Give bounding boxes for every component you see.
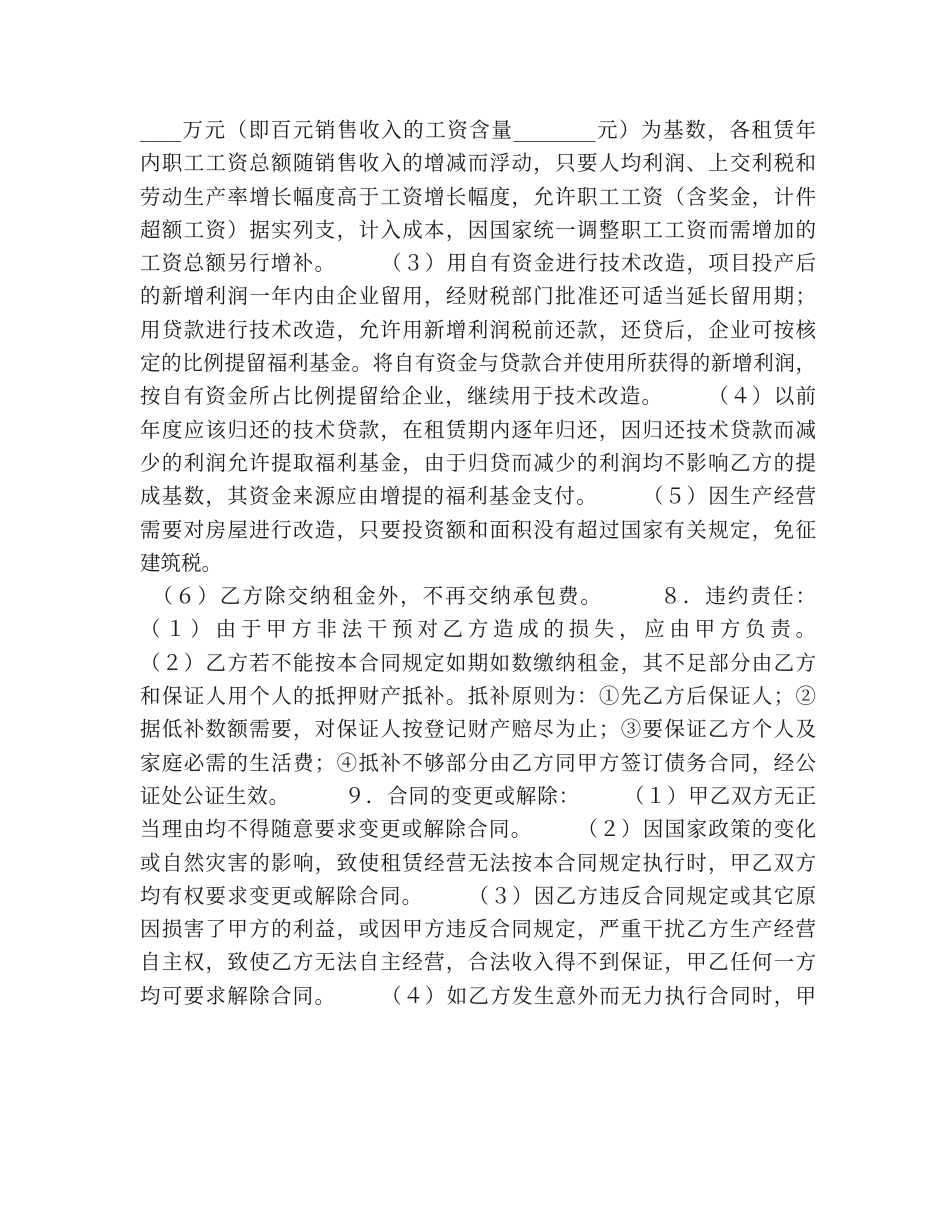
text-line-23: 或自然灾害的影响，致使租赁经营无法按本合同规定执行时，甲乙双方 [140,850,816,875]
text-line-11: 少的利润允许提取福利基金，由于归贷而减少的利润均不影响乙方的提 [140,450,816,475]
text-line-16: （１）由于甲方非法干预对乙方造成的损失，应由甲方负责。 [140,617,816,642]
text-line-25: 因损害了甲方的利益，或因甲方违反合同规定，严重干扰乙方生产经营 [140,917,816,942]
text-line-18: 和保证人用个人的抵押财产抵补。抵补原则为：①先乙方后保证人；② [140,684,816,709]
text-line-5: 工资总额另行增补。 （３）用自有资金进行技术改造，项目投产后 [140,251,816,276]
text-line-6: 的新增利润一年内由企业留用，经财税部门批准还可适当延长留用期； [140,284,816,309]
text-line-10: 年度应该归还的技术贷款，在租赁期内逐年归还，因归还技术贷款而减 [140,417,816,442]
text-line-14: 建筑税。 [140,550,222,575]
text-line-17: （２）乙方若不能按本合同规定如期如数缴纳租金，其不足部分由乙方 [140,650,816,675]
text-line-1: ____万元（即百元销售收入的工资含量________元）为基数，各租赁年 [140,118,816,142]
text-line-13: 需要对房屋进行改造，只要投资额和面积没有超过国家有关规定，免征 [140,517,816,542]
text-line-12: 成基数，其资金来源应由增提的福利基金支付。 （５）因生产经营 [140,484,816,509]
text-line-24: 均有权要求变更或解除合同。 （３）因乙方违反合同规定或其它原 [140,883,816,908]
text-line-27: 均可要求解除合同。 （４）如乙方发生意外而无力执行合同时，甲 [140,983,816,1008]
text-line-4: 超额工资）据实列支，计入成本，因国家统一调整职工工资而需增加的 [140,217,816,242]
text-line-2: 内职工工资总额随销售收入的增减而浮动，只要人均利润、上交利税和 [140,151,816,176]
text-line-9: 按自有资金所占比例提留给企业，继续用于技术改造。 （４）以前 [140,384,816,409]
text-line-7: 用贷款进行技术改造，允许用新增利润税前还款，还贷后，企业可按核 [140,317,816,342]
contract-text-body [140,114,816,1013]
text-line-8: 定的比例提留福利基金。将自有资金与贷款合并使用所获得的新增利润， [140,351,816,376]
text-line-20: 家庭必需的生活费；④抵补不够部分由乙方同甲方签订债务合同，经公 [140,750,816,775]
text-line-21: 证处公证生效。 ９．合同的变更或解除： （１）甲乙双方无正 [140,783,816,808]
text-line-15: （６）乙方除交纳租金外，不再交纳承包费。 ８．违约责任： [140,584,816,609]
text-line-22: 当理由均不得随意要求变更或解除合同。 （２）因国家政策的变化 [140,817,816,842]
text-line-19: 据低补数额需要，对保证人按登记财产赔尽为止；③要保证乙方个人及 [140,717,816,742]
text-line-26: 自主权，致使乙方无法自主经营，合法收入得不到保证，甲乙任何一方 [140,950,816,975]
text-line-3: 劳动生产率增长幅度高于工资增长幅度，允许职工工资（含奖金，计件 [140,184,816,209]
